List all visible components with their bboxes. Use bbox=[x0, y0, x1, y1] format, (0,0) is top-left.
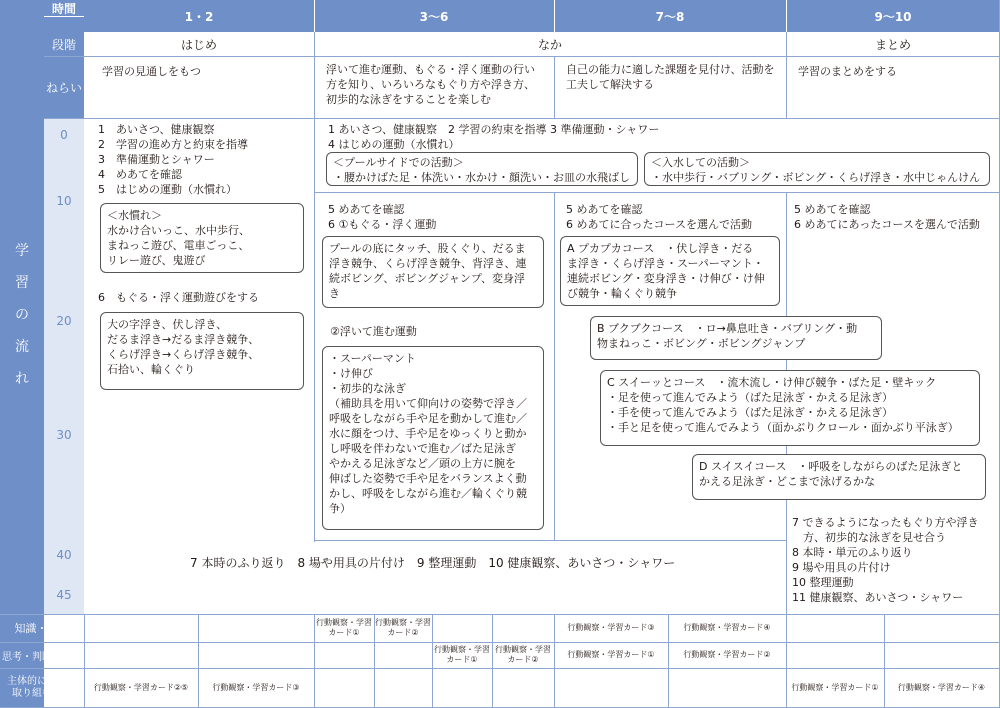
grid-line bbox=[44, 16, 84, 17]
eval-cell: 行動観察・学習カード③ bbox=[567, 623, 655, 632]
grid-line bbox=[786, 0, 787, 32]
tick-10: 10 bbox=[56, 194, 72, 208]
phase-label: 段階 bbox=[44, 32, 84, 56]
col2-sub2: ②浮いて進む運動 bbox=[330, 325, 417, 338]
tick-20: 20 bbox=[56, 314, 72, 328]
time-col-4: 9～10 bbox=[874, 9, 912, 24]
eval-cell: 行動観察・学習カード① bbox=[567, 650, 655, 659]
grid-line bbox=[44, 56, 1000, 57]
aim-col-1: 学習の見通しをもつ bbox=[102, 65, 201, 78]
grid-line bbox=[786, 32, 787, 118]
course-d-box: D スイスイコース ・呼吸をしながらのばた足泳ぎと かえる足泳ぎ・どこまで泳げるかな bbox=[692, 454, 986, 500]
time-col-2: 3～6 bbox=[419, 9, 449, 24]
col3-steps: 5 めあてを確認 6 めあてに合ったコースを選んで活動 bbox=[566, 203, 752, 231]
aim-col-4: 学習のまとめをする bbox=[798, 65, 897, 78]
eval-cell: 行動観察・学習カード② bbox=[683, 650, 771, 659]
poolside-activity-box: ＜プールサイドでの活動＞ ・腰かけばた足・体洗い・水かけ・顔洗い・お皿の水飛ばし bbox=[326, 152, 638, 186]
time-label: 時間 bbox=[51, 1, 76, 16]
time-axis-column bbox=[44, 118, 84, 614]
col4-steps: 5 めあてを確認 6 めあてにあったコースを選んで活動 bbox=[794, 203, 980, 231]
aim-col-2: 浮いて進む運動、もぐる・浮く運動の行い 方を知り、いろいろなもぐり方や浮き方、 初歩的な泳ぎをすることを楽しむ bbox=[326, 63, 535, 106]
eval-label-thinking: 思考・判断・表現 bbox=[2, 651, 82, 663]
col2-steps: 5 めあてを確認 6 ①もぐる・浮く運動 bbox=[328, 203, 437, 231]
col1-mizunare-box: ＜水慣れ＞ 水かけ合いっこ、水中歩行、 まねっこ遊び、電車ごっこ、 リレー遊び、鬼遊び bbox=[100, 203, 304, 273]
grid-line bbox=[44, 118, 1000, 119]
aim-label: ねらい bbox=[44, 56, 84, 118]
grid-line bbox=[554, 56, 555, 118]
aim-col-3: 自己の能力に適した課題を見付け、活動を 工夫して解決する bbox=[566, 63, 775, 91]
phase-hajime: はじめ bbox=[180, 37, 217, 52]
common-intro-steps: 1 あいさつ、健康観察 2 学習の約束を指導 3 準備運動・シャワー 4 はじめの運動（水慣れ） bbox=[328, 123, 660, 151]
flow-char-5: れ bbox=[15, 371, 29, 387]
tick-30: 30 bbox=[56, 428, 72, 442]
eval-cell: 行動観察・学習カード②⑤ bbox=[93, 683, 189, 692]
col2-moguru-box: プールの底にタッチ、股くぐり、だるま 浮き競争、くらげ浮き競争、背浮き、連 続ボビング、ボビングジャンプ、変身浮 き bbox=[322, 236, 544, 308]
time-col-3: 7～8 bbox=[655, 9, 685, 24]
phase-matome: まとめ bbox=[874, 37, 911, 52]
eval-cell: 行動観察・学習カード③ bbox=[212, 683, 300, 692]
grid-line bbox=[314, 32, 315, 542]
inwater-activity-box: ＜入水しての活動＞ ・水中歩行・バブリング・ボビング・くらげ浮き・水中じゃんけん bbox=[644, 152, 990, 186]
eval-label-knowledge: 知識・技能 bbox=[14, 622, 70, 635]
course-a-box: A プカプカコース ・伏し浮き・だる ま浮き・くらげ浮き・スーパーマント・ 連続ボビング・変身浮き・け伸び・け伸 び競争・輪くぐり競争 bbox=[560, 236, 780, 306]
time-col-1: 1・2 bbox=[184, 9, 214, 24]
grid-line bbox=[314, 192, 1000, 193]
common-ending-steps: 7 本時のふり返り 8 場や用具の片付け 9 整理運動 10 健康観察、あいさつ・シャワー bbox=[190, 556, 676, 570]
flow-char-2: 習 bbox=[15, 275, 29, 291]
eval-cell: 行動観察・学習カード① bbox=[791, 683, 879, 692]
course-b-box: B ブクブクコース ・ロ→鼻息吐き・バブリング・動 物まねっこ・ボビング・ボビングジャンプ bbox=[590, 316, 882, 360]
col1-step6: 6 もぐる・浮く運動遊びをする bbox=[98, 291, 259, 304]
course-c-box: C スイーッとコース ・流木流し・け伸び競争・ばた足・壁キック ・足を使って進んでみよう（ばた足泳ぎ・かえる足泳ぎ） ・手を使って進んでみよう（ばた足泳ぎ・かえる足泳ぎ） ・手と足を使って進んでみよう（面かぶりクロール・面かぶり平泳ぎ） bbox=[600, 370, 980, 446]
phase-naka: なか bbox=[537, 37, 562, 52]
grid-line bbox=[314, 540, 786, 541]
col1-moguru-box: 大の字浮き、伏し浮き、 だるま浮き→だるま浮き競争、 くらげ浮き→くらげ浮き競争、 石拾い、輪くぐり bbox=[100, 312, 304, 390]
eval-cell: 行動観察・学習カード④ bbox=[897, 683, 986, 692]
flow-char-4: 流 bbox=[15, 339, 29, 355]
grid-line bbox=[0, 614, 1000, 615]
tick-0: 0 bbox=[60, 128, 68, 142]
col2-ukisusumu-box: ・スーパーマント ・け伸び ・初歩的な泳ぎ （補助具を用いて仰向けの姿勢で浮き／ 呼吸をしながら手や足を動かして進む／ 水に顔をつけ、手や足をゆっくりと動か し呼吸を伴わないで進む／ばた足泳ぎ やかえる足泳ぎなど／頭の上方に腕を 伸ばした姿勢で手や足をバランスよく動 かし、呼吸をしながら進む／輪くぐり競 争） bbox=[322, 346, 544, 530]
eval-label-attitude: 主体的に学習に 取り組む態度 bbox=[7, 676, 77, 699]
eval-cell: 行動観察・学習 カード① bbox=[434, 645, 490, 664]
eval-cell: 行動観察・学習 カード② bbox=[495, 645, 551, 664]
tick-45: 45 bbox=[56, 588, 72, 602]
tick-40: 40 bbox=[56, 548, 72, 562]
eval-cell: 行動観察・学習 カード② bbox=[375, 618, 431, 637]
col1-intro-steps: 1 あいさつ、健康観察 2 学習の進め方と約束を指導 3 準備運動とシャワー 4 めあてを確認 5 はじめの運動（水慣れ） bbox=[98, 123, 248, 196]
eval-cell: 行動観察・学習カード④ bbox=[683, 623, 771, 632]
grid-line bbox=[554, 0, 555, 32]
flow-char-3: の bbox=[15, 307, 29, 323]
flow-char-1: 学 bbox=[15, 243, 29, 259]
col4-ending-steps: 7 できるようになったもぐり方や浮き 方、初歩的な泳ぎを見せ合う 8 本時・単元のふり返り 9 場や用具の片付け 10 整理運動 11 健康観察、あいさつ・シャワー bbox=[792, 516, 979, 604]
eval-cell: 行動観察・学習 カード① bbox=[316, 618, 372, 637]
grid-line bbox=[554, 192, 555, 540]
